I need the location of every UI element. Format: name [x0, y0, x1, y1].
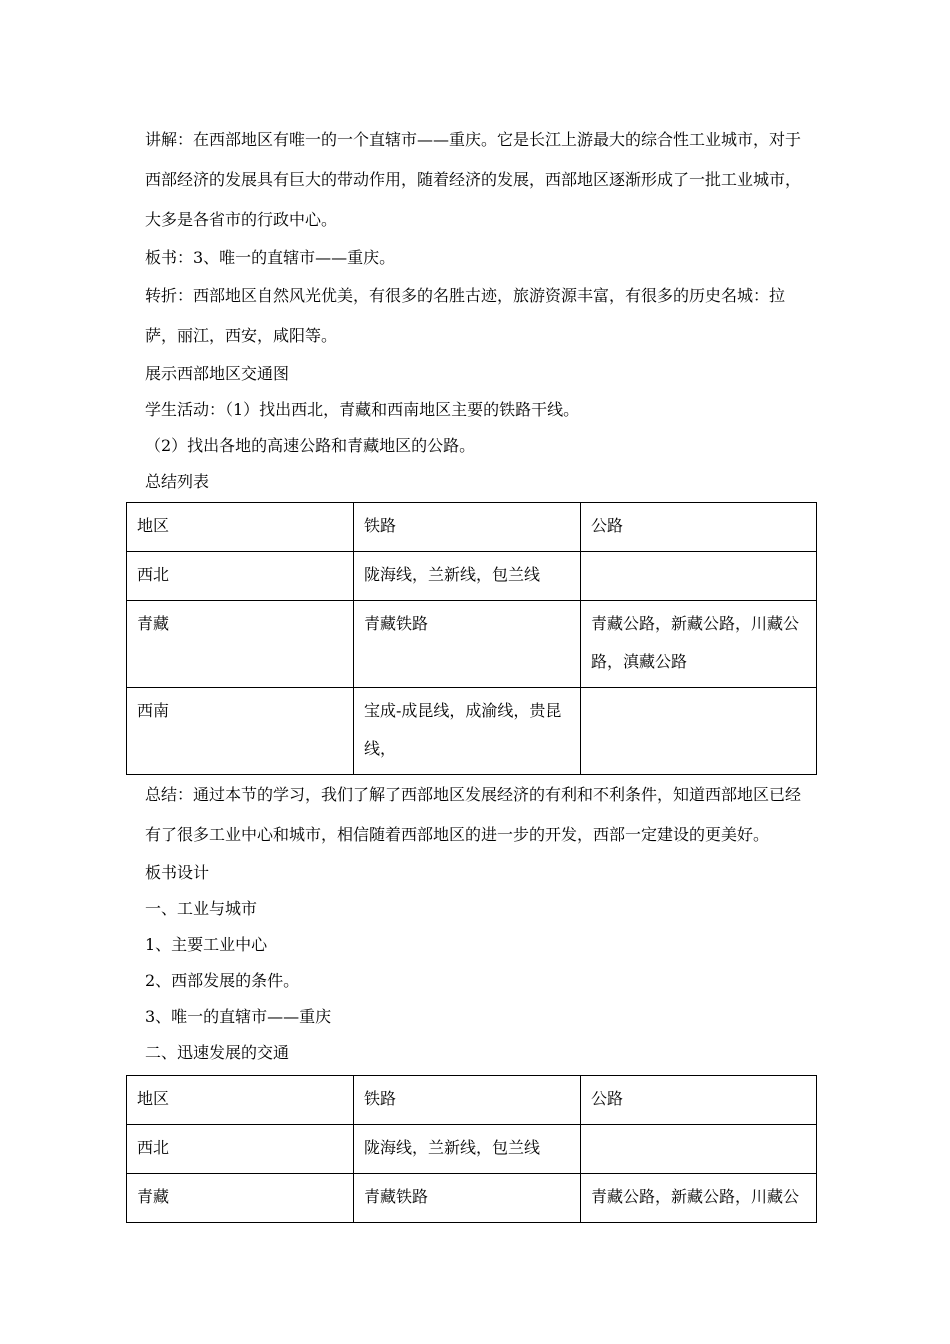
table-cell: 西南	[127, 688, 354, 775]
table-header-row	[127, 1076, 817, 1125]
table-header-cell: 铁路	[354, 503, 581, 552]
table-header-row	[127, 503, 817, 552]
outline-item-1: 1、主要工业中心	[145, 935, 268, 954]
table-cell: 陇海线，兰新线，包兰线	[354, 552, 581, 601]
paragraph-summary-table-label: 总结列表	[145, 472, 210, 491]
outline-section-2: 二、迅速发展的交通	[145, 1043, 290, 1062]
paragraph-explanation: 讲解：在西部地区有唯一的一个直辖市——重庆。它是长江上游最大的综合性工业城市，对于西部经济的发展具有巨大的带动作用，随着经济的发展，西部地区逐渐形成了一批工业城市，大多是各省市的行政中心。	[145, 130, 802, 229]
paragraph-show-map: 展示西部地区交通图	[145, 364, 290, 383]
paragraph-transition: 转折：西部地区自然风光优美，有很多的名胜古迹，旅游资源丰富，有很多的历史名城：拉萨，丽江，西安，咸阳等。	[145, 286, 786, 345]
transport-table-2	[126, 1075, 817, 1223]
table-cell: 青藏	[127, 1174, 354, 1223]
document-content	[137, 120, 815, 1223]
table-row	[127, 688, 817, 775]
table-cell: 宝成-成昆线，成渝线，贵昆线，	[354, 688, 581, 775]
table-cell: 西北	[127, 1125, 354, 1174]
table-row	[127, 601, 817, 688]
table-header-cell: 铁路	[354, 1076, 581, 1125]
paragraph-board-design: 板书设计	[145, 863, 210, 882]
table-header-cell: 公路	[581, 503, 817, 552]
outline-item-2: 2、西部发展的条件。	[145, 971, 300, 990]
table-cell: 青藏公路，新藏公路，川藏公路，滇藏公路	[581, 601, 817, 688]
paragraph-activity-2: （2）找出各地的高速公路和青藏地区的公路。	[145, 436, 476, 455]
table-cell	[581, 1125, 817, 1174]
paragraph-board-note: 板书：3、唯一的直辖市——重庆。	[145, 248, 396, 267]
table-row	[127, 1174, 817, 1223]
transport-table-1	[126, 502, 817, 775]
table-header-cell: 地区	[127, 1076, 354, 1125]
table-cell	[581, 688, 817, 775]
table-cell: 西北	[127, 552, 354, 601]
outline-item-3: 3、唯一的直辖市——重庆	[145, 1007, 332, 1026]
paragraph-summary: 总结：通过本节的学习，我们了解了西部地区发展经济的有利和不利条件，知道西部地区已经有了很多工业中心和城市，相信随着西部地区的进一步的开发，西部一定建设的更美好。	[145, 785, 802, 844]
table-cell: 青藏铁路	[354, 601, 581, 688]
outline-section-1: 一、工业与城市	[145, 899, 258, 918]
table-row	[127, 1125, 817, 1174]
paragraph-student-activity: 学生活动：（1）找出西北，青藏和西南地区主要的铁路干线。	[145, 400, 580, 419]
table-header-cell: 公路	[581, 1076, 817, 1125]
table-cell: 青藏	[127, 601, 354, 688]
table-row	[127, 552, 817, 601]
table-cell: 青藏公路，新藏公路，川藏公	[581, 1174, 817, 1223]
table-cell: 陇海线，兰新线，包兰线	[354, 1125, 581, 1174]
table-cell: 青藏铁路	[354, 1174, 581, 1223]
table-header-cell: 地区	[127, 503, 354, 552]
table-cell	[581, 552, 817, 601]
